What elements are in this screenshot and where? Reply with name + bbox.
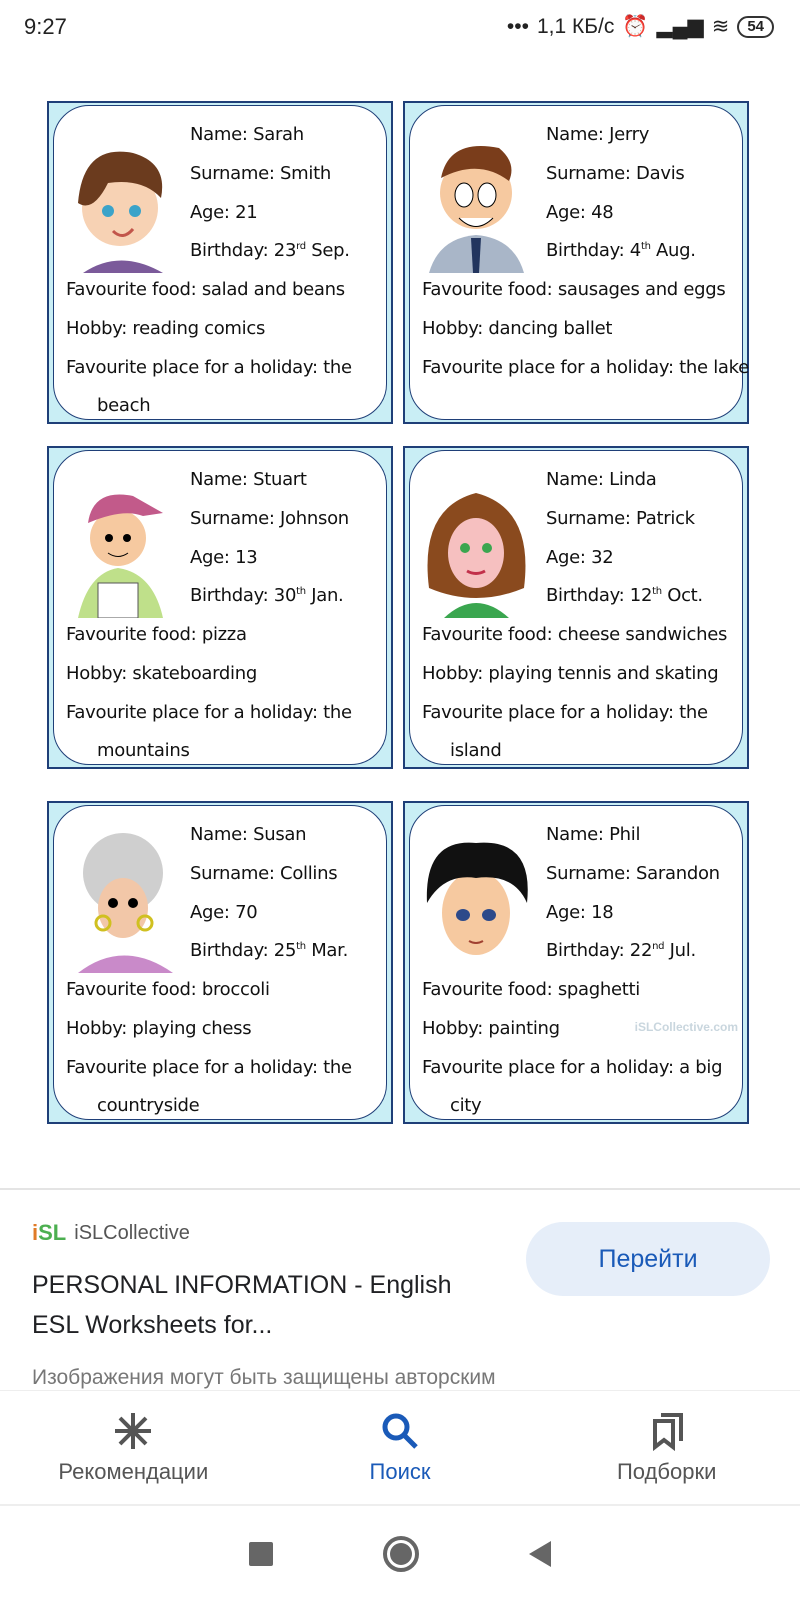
clock: 9:27 [24, 14, 67, 39]
avatar [63, 823, 178, 973]
card-place2: island [450, 740, 502, 761]
card-place: Favourite place for a holiday: the [66, 1057, 352, 1078]
visit-button[interactable]: Перейти [526, 1222, 770, 1296]
card-name: Name: Linda [546, 469, 657, 490]
card-place: Favourite place for a holiday: the [66, 357, 352, 378]
card-name: Name: Sarah [190, 124, 304, 145]
network-speed: 1,1 КБ/с [536, 14, 615, 38]
tab-label: Поиск [369, 1459, 431, 1484]
avatar [419, 823, 534, 973]
more-dots-icon: ••• [506, 14, 529, 38]
card-age: Age: 21 [190, 202, 258, 223]
card-surname: Surname: Collins [190, 863, 338, 884]
card-hobby: Hobby: playing tennis and skating [422, 663, 719, 684]
tab-search[interactable] [267, 1391, 534, 1504]
tab-recommendations[interactable] [0, 1391, 267, 1504]
back-button[interactable] [529, 1541, 551, 1567]
card-birthday: Birthday: 25th Mar. [190, 940, 349, 961]
status-icons [507, 14, 774, 39]
card-food: Favourite food: pizza [66, 624, 247, 645]
source[interactable] [32, 1220, 190, 1246]
sparkle-icon [113, 1411, 153, 1451]
card-surname: Surname: Johnson [190, 508, 349, 529]
recents-button[interactable] [249, 1542, 273, 1566]
signal-icon: ▂▄▆ [656, 15, 704, 38]
avatar [419, 468, 534, 618]
bottom-nav [0, 1390, 800, 1506]
card-place: Favourite place for a holiday: the [422, 702, 708, 723]
alarm-icon: ⏰ [622, 14, 649, 38]
card-name: Name: Phil [546, 824, 641, 845]
card-age: Age: 18 [546, 902, 614, 923]
avatar [419, 123, 534, 273]
card-hobby: Hobby: reading comics [66, 318, 266, 339]
avatar [63, 123, 178, 273]
card-food: Favourite food: broccoli [66, 979, 270, 1000]
profile-card [403, 801, 749, 1124]
profile-card [47, 446, 393, 769]
copyright-notice: Изображения могут быть защищены авторским [32, 1366, 496, 1389]
card-food: Favourite food: salad and beans [66, 279, 345, 300]
profile-card [47, 101, 393, 424]
card-hobby: Hobby: painting [422, 1018, 560, 1039]
card-place2: city [450, 1095, 482, 1116]
result-title[interactable]: PERSONAL INFORMATION - English ESL Worksheets for... [32, 1271, 452, 1339]
card-age: Age: 70 [190, 902, 258, 923]
home-button[interactable] [383, 1536, 419, 1572]
profile-card [403, 101, 749, 424]
worksheet-image[interactable] [0, 90, 800, 1150]
card-place: Favourite place for a holiday: a big [422, 1057, 723, 1078]
divider [0, 1188, 800, 1190]
card-birthday: Birthday: 23rd Sep. [190, 240, 350, 261]
card-surname: Surname: Patrick [546, 508, 695, 529]
card-age: Age: 13 [190, 547, 258, 568]
card-place: Favourite place for a holiday: the [66, 702, 352, 723]
card-birthday: Birthday: 30th Jan. [190, 585, 344, 606]
card-surname: Surname: Sarandon [546, 863, 720, 884]
search-icon [380, 1411, 420, 1451]
watermark: iSLCollective.com [634, 1020, 738, 1034]
card-hobby: Hobby: playing chess [66, 1018, 252, 1039]
card-place2: mountains [97, 740, 190, 761]
card-hobby: Hobby: dancing ballet [422, 318, 613, 339]
card-birthday: Birthday: 22nd Jul. [546, 940, 696, 961]
card-age: Age: 48 [546, 202, 614, 223]
source-logo: iSL [32, 1220, 67, 1245]
card-birthday: Birthday: 12th Oct. [546, 585, 703, 606]
card-food: Favourite food: sausages and eggs [422, 279, 726, 300]
card-surname: Surname: Smith [190, 163, 331, 184]
profile-card [47, 801, 393, 1124]
tab-label: Рекомендации [58, 1459, 209, 1484]
avatar [63, 468, 178, 618]
card-place2: beach [97, 395, 151, 416]
card-surname: Surname: Davis [546, 163, 685, 184]
status-bar [0, 0, 800, 56]
battery-icon: 54 [737, 16, 774, 38]
tab-collections[interactable] [533, 1391, 800, 1504]
card-food: Favourite food: spaghetti [422, 979, 640, 1000]
tab-label: Подборки [616, 1459, 717, 1484]
card-age: Age: 32 [546, 547, 614, 568]
card-place2: countryside [97, 1095, 200, 1116]
wifi-icon: ≋ [711, 15, 730, 38]
card-place: Favourite place for a holiday: the lake [422, 357, 749, 378]
system-nav [0, 1508, 800, 1600]
card-name: Name: Jerry [546, 124, 650, 145]
card-name: Name: Susan [190, 824, 307, 845]
profile-card [403, 446, 749, 769]
collections-icon [647, 1411, 687, 1451]
card-name: Name: Stuart [190, 469, 307, 490]
card-food: Favourite food: cheese sandwiches [422, 624, 728, 645]
source-name: iSLCollective [74, 1221, 190, 1244]
card-birthday: Birthday: 4th Aug. [546, 240, 696, 261]
card-hobby: Hobby: skateboarding [66, 663, 257, 684]
